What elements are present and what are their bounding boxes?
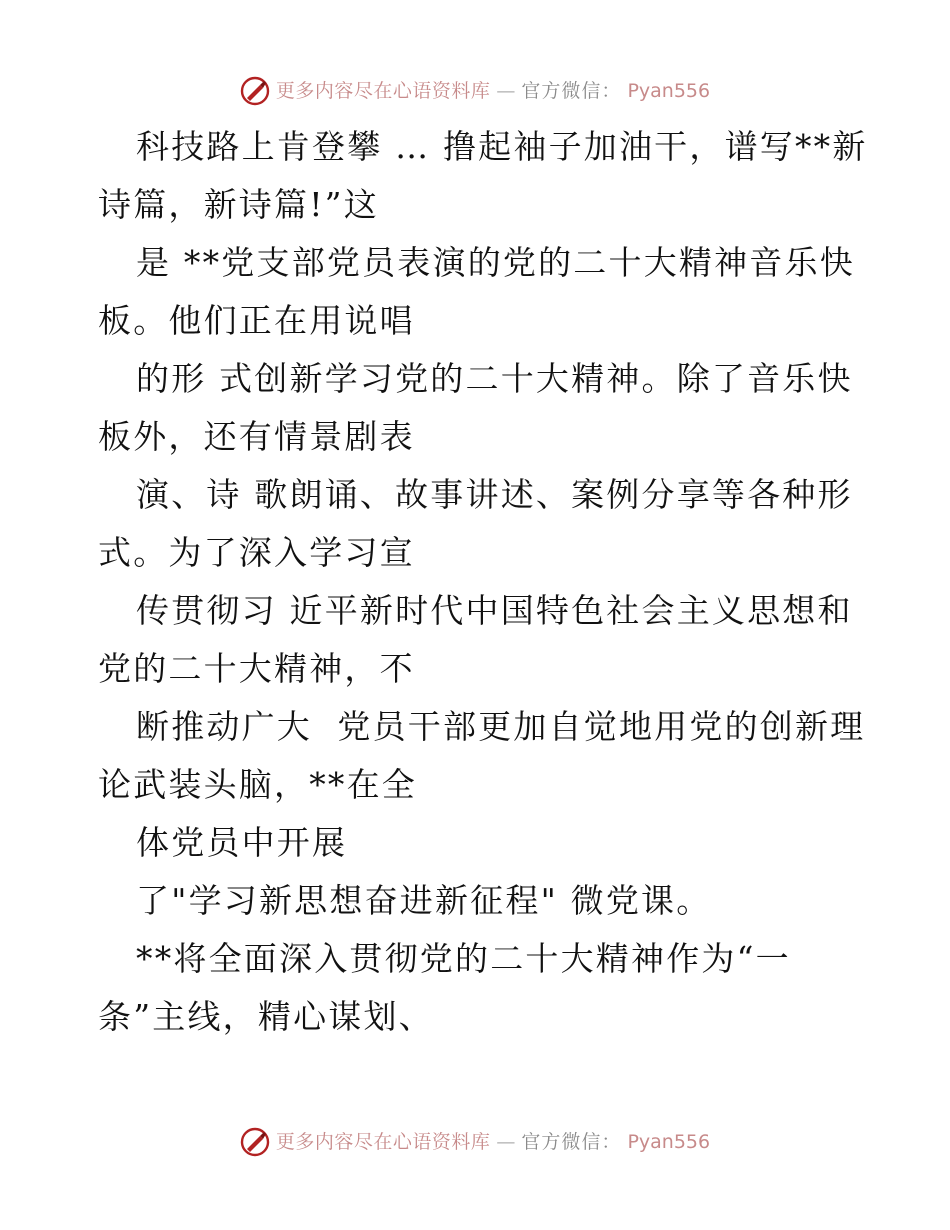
footer-watermark [0, 1127, 950, 1157]
watermark-wechat-id: Pyan556 [627, 80, 711, 102]
text-line: **将全面深入贯彻党的二十大精神作为“一 [136, 939, 791, 978]
text-line: 党的二十大精神，不 [98, 649, 415, 688]
text-line: 了"学习新思想奋进新征程" 微党课。 [136, 881, 712, 920]
text-line: 诗篇，新诗篇!”这 [98, 185, 379, 224]
pen-logo-icon [240, 76, 270, 106]
text-line: 断推动广大 党员干部更加自觉地用党的创新理 [136, 707, 866, 746]
text-line: 演、诗 歌朗诵、故事讲述、案例分享等各种形 [136, 475, 853, 514]
text-line: 论武装头脑，**在全 [98, 765, 417, 804]
watermark-wechat-id: Pyan556 [627, 1131, 711, 1153]
text-line: 板外，还有情景剧表 [98, 417, 415, 456]
watermark-dash: — [496, 80, 516, 102]
text-line: 体党员中开展 [136, 823, 348, 862]
watermark-dash: — [496, 1131, 516, 1153]
text-line: 的形 式创新学习党的二十大精神。除了音乐快 [136, 359, 853, 398]
text-line: 式。为了深入学习宣 [98, 533, 415, 572]
watermark-wechat-label: 官方微信： [521, 80, 622, 102]
text-line: 科技路上肯登攀 … 撸起袖子加油干，谱写**新 [136, 127, 868, 166]
header-watermark [0, 76, 950, 106]
watermark-main-text: 更多内容尽在心语资料库 [275, 80, 491, 102]
text-line: 是 **党支部党员表演的党的二十大精神音乐快 [136, 243, 855, 282]
text-line: 条”主线，精心谋划、 [98, 997, 434, 1036]
text-line: 传贯彻习 近平新时代中国特色社会主义思想和 [136, 591, 853, 630]
document-body [98, 118, 868, 1046]
text-line: 板。他们正在用说唱 [98, 301, 415, 340]
watermark-wechat-label: 官方微信： [521, 1131, 622, 1153]
watermark-main-text: 更多内容尽在心语资料库 [275, 1131, 491, 1153]
pen-logo-icon [240, 1127, 270, 1157]
